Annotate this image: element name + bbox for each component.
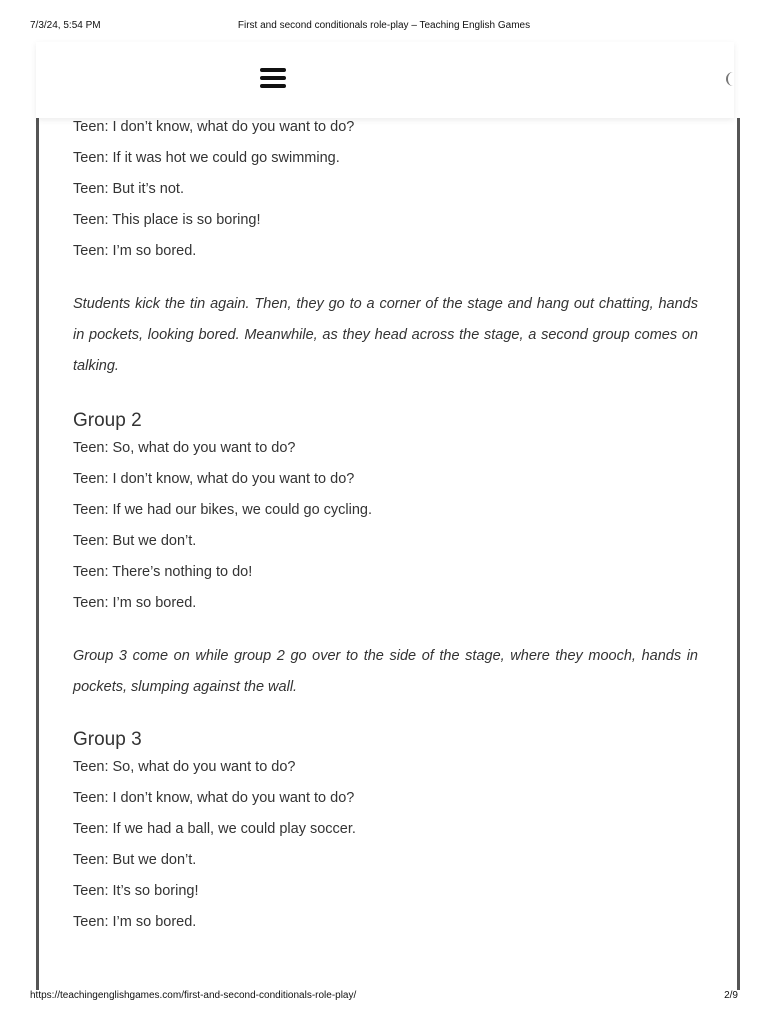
site-top-bar <box>36 42 734 118</box>
dialogue-line: Teen: This place is so boring! <box>73 212 261 228</box>
article-body <box>73 112 698 938</box>
group-heading: Group 2 <box>73 410 142 431</box>
dialogue-line: Teen: But it’s not. <box>73 181 184 197</box>
print-footer <box>0 990 768 1004</box>
dialogue-line: Teen: I’m so bored. <box>73 243 197 259</box>
group2-section <box>73 406 698 619</box>
dialogue-line: Teen: I’m so bored. <box>73 595 197 611</box>
dialogue-line: Teen: So, what do you want to do? <box>73 759 296 775</box>
dialogue-line: Teen: If we had our bikes, we could go cycling. <box>73 502 373 518</box>
dialogue-line: Teen: It’s so boring! <box>73 883 199 899</box>
print-page-title: First and second conditionals role-play – Teaching English Games <box>237 20 531 31</box>
print-header <box>0 16 768 36</box>
print-date: 7/3/24, 5:54 PM <box>30 20 101 31</box>
dialogue-line: Teen: I don’t know, what do you want to do? <box>73 790 355 806</box>
dialogue-line: Teen: If it was hot we could go swimming. <box>73 150 340 166</box>
group3-section <box>73 725 698 938</box>
stage-direction: Students kick the tin again. Then, they go to a corner of the stage and hang out chatting, hands in pockets, looking bored. Meanwhile, as they head across the stage, a second group comes on talking. <box>73 296 698 374</box>
dialogue-line: Teen: But we don’t. <box>73 533 197 549</box>
dialogue-line: Teen: I don’t know, what do you want to do? <box>73 471 355 487</box>
group1-dialogue <box>73 112 698 267</box>
dialogue-line: Teen: I don’t know, what do you want to do? <box>73 119 355 135</box>
stage-direction: Group 3 come on while group 2 go over to the side of the stage, where they mooch, hands in pockets, slumping against the wall. <box>73 648 698 695</box>
dialogue-line: Teen: There’s nothing to do! <box>73 564 253 580</box>
group-heading: Group 3 <box>73 729 142 750</box>
print-url: https://teachingenglishgames.com/first-and-second-conditionals-role-play/ <box>30 990 357 1001</box>
print-page-number: 2/9 <box>724 990 738 1001</box>
dialogue-line: Teen: So, what do you want to do? <box>73 440 296 456</box>
dialogue-line: Teen: But we don’t. <box>73 852 197 868</box>
search-icon[interactable] <box>726 72 734 86</box>
hamburger-menu-icon[interactable] <box>260 68 286 90</box>
dialogue-line: Teen: I’m so bored. <box>73 914 197 930</box>
dialogue-line: Teen: If we had a ball, we could play soccer. <box>73 821 356 837</box>
